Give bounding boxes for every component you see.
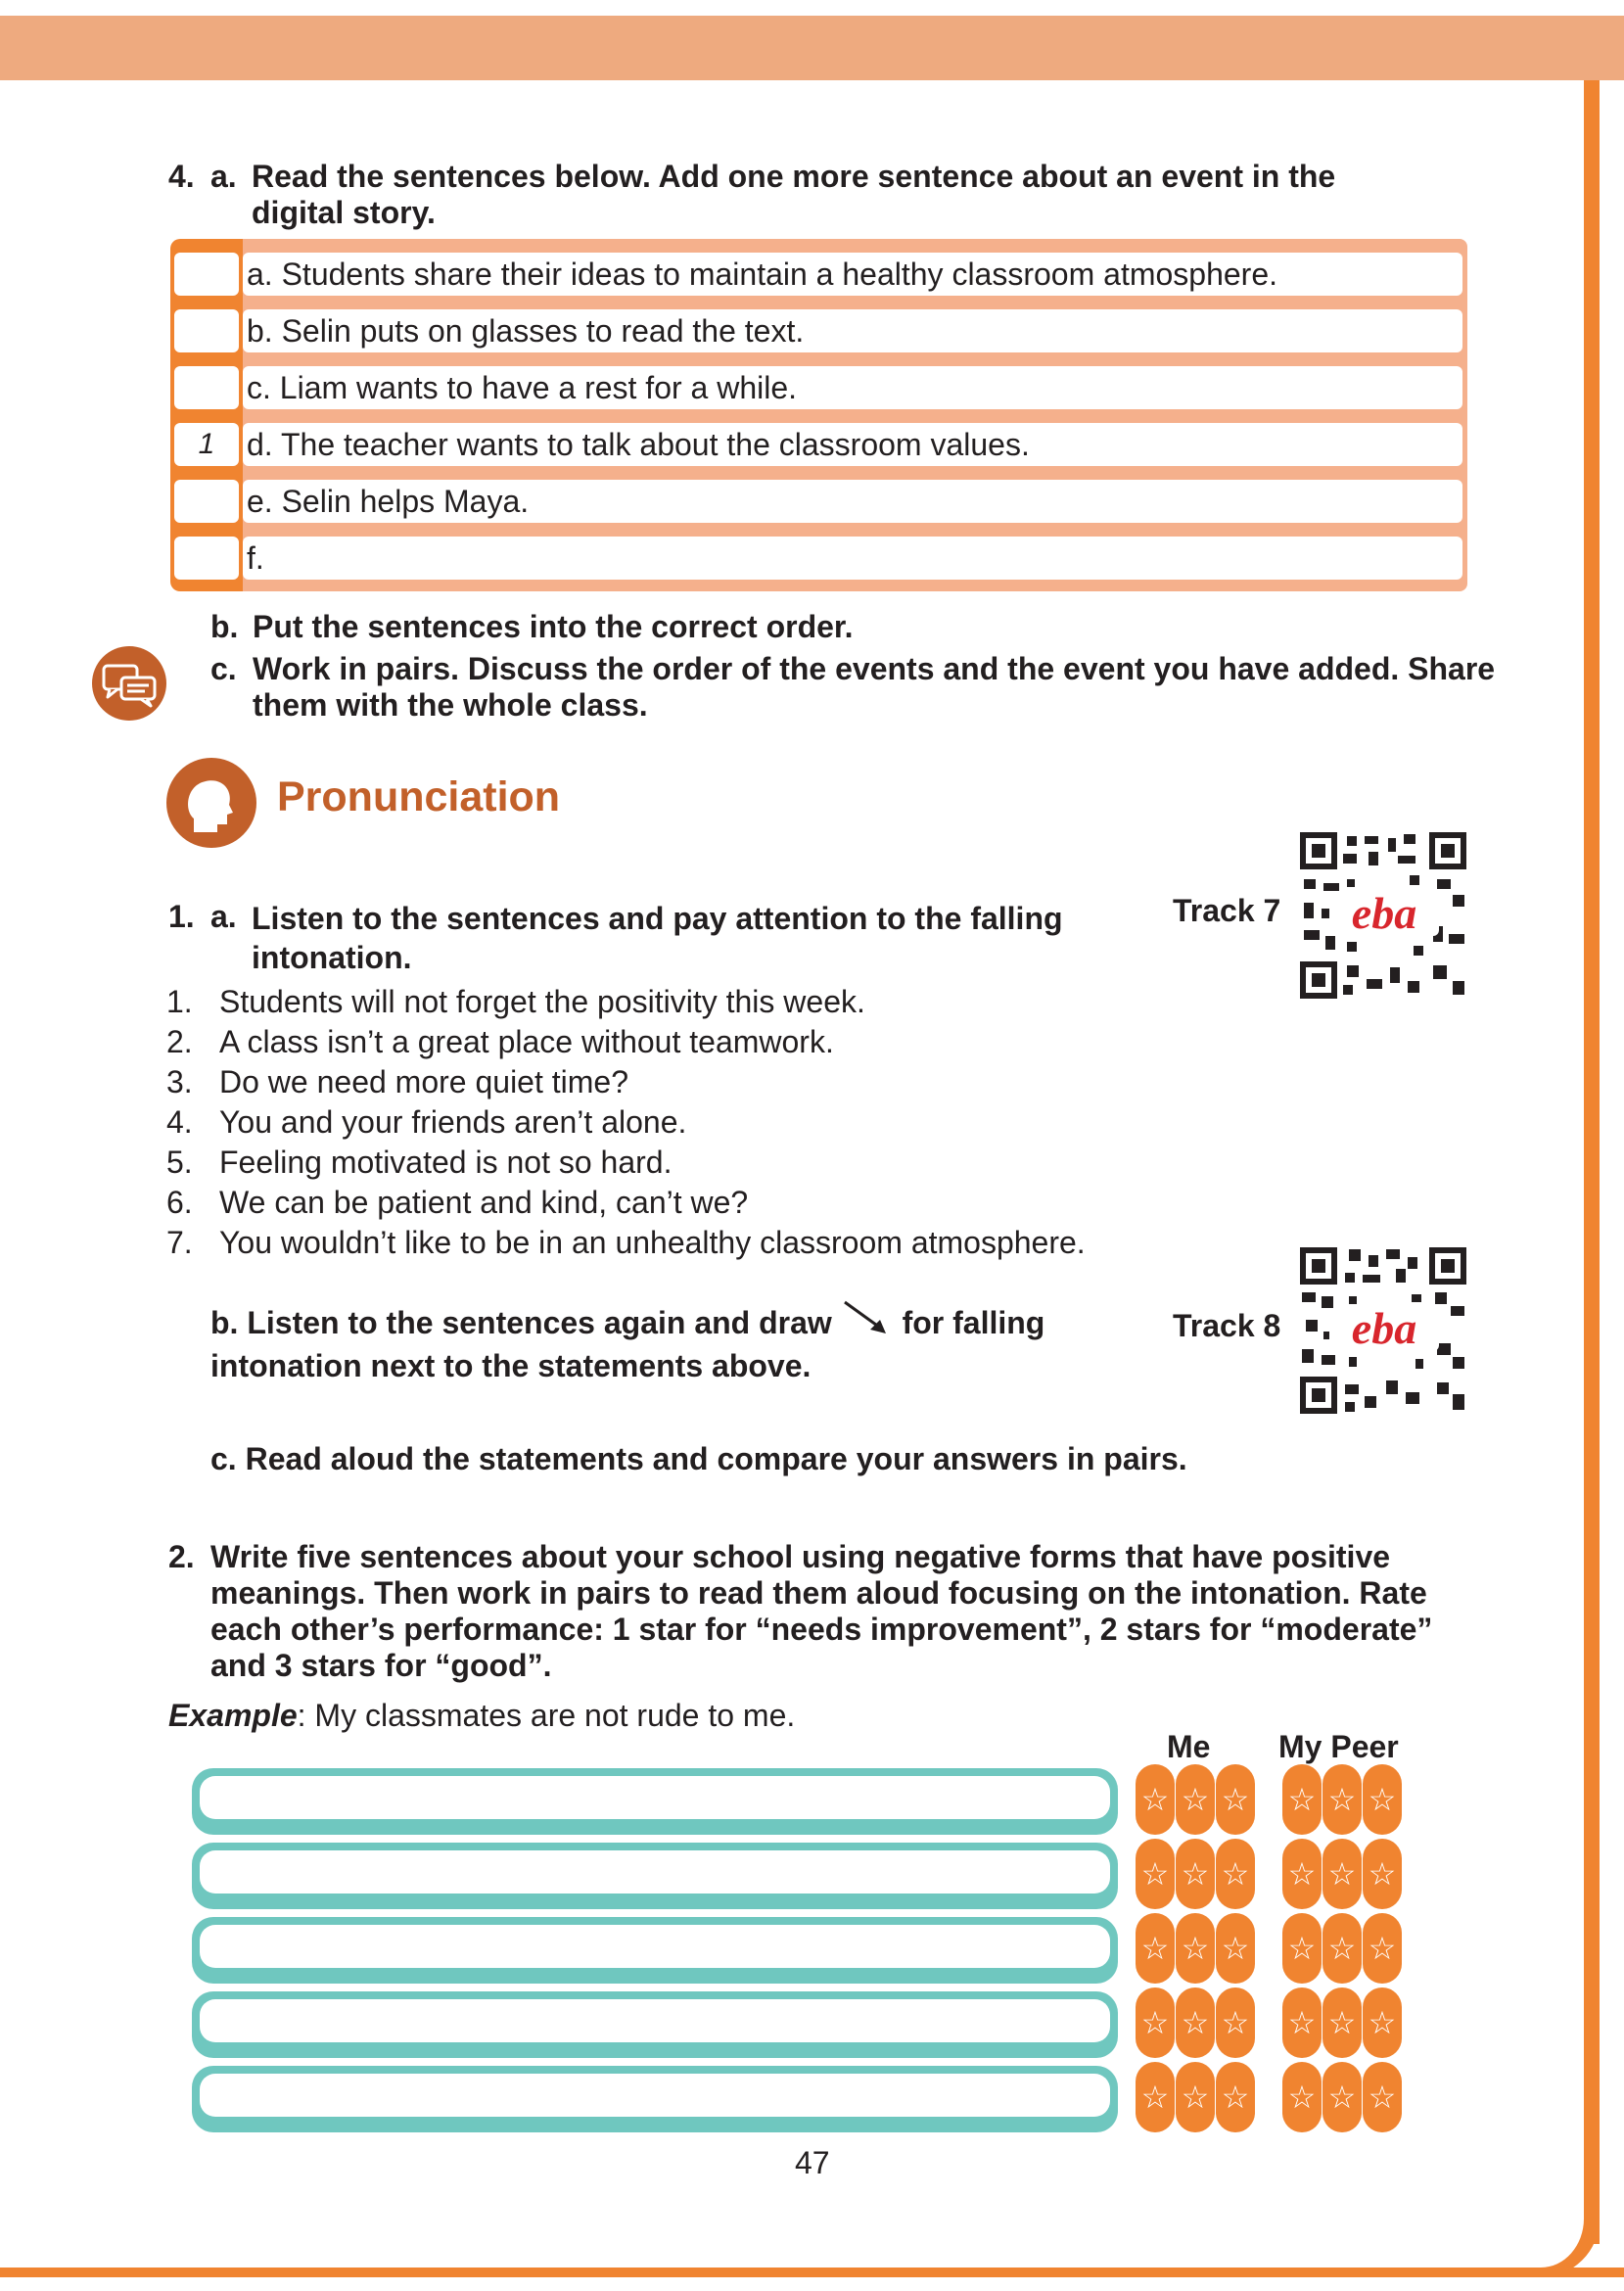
ex4-b [210,609,1483,648]
table-row [170,480,1467,523]
sentence-input-1[interactable] [192,1768,1118,1835]
section-title: Pronunciation [277,773,561,820]
star-icon[interactable]: ☆ [1327,1856,1357,1892]
sentence-text: e. Selin helps Maya. [243,480,1462,523]
pron-1b-text-end: for falling [902,1305,1045,1340]
order-number-field[interactable] [174,253,239,296]
star-icon[interactable]: ☆ [1140,1782,1170,1817]
ex4-b-text: Put the sentences into the correct order. [253,609,854,644]
pron-1a-text: Listen to the sentences and pay attention to the falling intonation. [252,901,1063,975]
bottom-border [0,2268,1624,2277]
ex2-text: Write five sentences about your school using negative forms that have positive meanings. Then work in pairs to read them aloud focusing on the intonation. Rate each other’s performance: 1 star for “needs improvement”, 2 stars for “moderate” and 3 stars for “good”. [210,1539,1433,1683]
qr-code-track-7[interactable] [1300,832,1466,999]
column-header-me: Me [1167,1729,1211,1764]
qr-code-track-8[interactable] [1300,1247,1466,1414]
order-number-field[interactable]: 1 [174,423,239,466]
ex4-b-letter: b. [210,609,239,644]
star-icon[interactable]: ☆ [1327,2080,1357,2115]
ex4-number: 4. [168,159,195,194]
page-number: 47 [795,2145,830,2180]
star-icon[interactable]: ☆ [1368,1856,1397,1892]
star-icon[interactable]: ☆ [1221,2005,1250,2040]
star-icon[interactable]: ☆ [1140,2005,1170,2040]
star-icon[interactable]: ☆ [1287,1856,1317,1892]
top-band [0,16,1624,80]
star-icon[interactable]: ☆ [1327,2005,1357,2040]
rating-peer-5[interactable] [1282,2062,1404,2132]
star-icon[interactable]: ☆ [1221,2080,1250,2115]
star-icon[interactable]: ☆ [1368,2080,1397,2115]
sentence-text: d. The teacher wants to talk about the classroom values. [243,423,1462,466]
star-icon[interactable]: ☆ [1221,1856,1250,1892]
table-row [170,309,1467,352]
star-icon[interactable]: ☆ [1368,2005,1397,2040]
sentence-input-5[interactable] [192,2066,1118,2132]
order-number-field[interactable] [174,366,239,409]
table-row [170,537,1467,580]
star-icon[interactable]: ☆ [1181,2005,1210,2040]
rating-me-2[interactable] [1136,1839,1257,1909]
star-icon[interactable]: ☆ [1140,1856,1170,1892]
pron-1c-text: c. Read aloud the statements and compare your answers in pairs. [210,1441,1187,1476]
star-icon[interactable]: ☆ [1181,1782,1210,1817]
pron-1b-line1 [210,1298,1091,1345]
star-icon[interactable]: ☆ [1181,1856,1210,1892]
rating-me-5[interactable] [1136,2062,1257,2132]
ex4-c [210,651,1496,729]
example-label: Example [168,1698,298,1733]
pron-1a-heading [168,899,1147,977]
ex2-heading [168,1539,1470,1696]
falling-arrow-icon [841,1298,894,1337]
ex4-heading [168,159,1470,237]
star-icon[interactable]: ☆ [1287,2080,1317,2115]
rating-me-1[interactable] [1136,1764,1257,1835]
order-number-field[interactable] [174,309,239,352]
qr-label: eba [1351,888,1417,938]
ex2-number: 2. [168,1539,195,1574]
star-icon[interactable]: ☆ [1368,1782,1397,1817]
right-border [1584,80,1600,2244]
rating-me-4[interactable] [1136,1987,1257,2058]
pron-1a-letter: a. [210,899,237,934]
sentence-text: b. Selin puts on glasses to read the text. [243,309,1462,352]
pron-1b-text-start: b. Listen to the sentences again and draw [210,1305,832,1340]
rating-peer-4[interactable] [1282,1987,1404,2058]
corner-border [1527,2183,1600,2277]
added-sentence-field[interactable]: f. [243,537,1462,580]
sentence-input-2[interactable] [192,1843,1118,1909]
sentence-text: a. Students share their ideas to maintain a healthy classroom atmosphere. [243,253,1462,296]
order-number-field[interactable] [174,537,239,580]
star-icon[interactable]: ☆ [1287,2005,1317,2040]
star-icon[interactable]: ☆ [1140,1931,1170,1966]
table-row [170,423,1467,466]
table-row [170,366,1467,409]
speaking-head-icon [164,756,258,850]
example-line [168,1698,795,1734]
star-icon[interactable]: ☆ [1287,1931,1317,1966]
track-7-label: Track 7 [1173,893,1281,928]
star-icon[interactable]: ☆ [1221,1782,1250,1817]
star-icon[interactable]: ☆ [1327,1782,1357,1817]
pron-1b-line2: intonation next to the statements above. [210,1348,812,1383]
order-number-field[interactable] [174,480,239,523]
sentence-input-3[interactable] [192,1917,1118,1984]
pron-1-number: 1. [168,899,195,934]
rating-peer-3[interactable] [1282,1913,1404,1984]
star-icon[interactable]: ☆ [1327,1931,1357,1966]
track-8-label: Track 8 [1173,1308,1281,1343]
sentence-input-4[interactable] [192,1991,1118,2058]
star-icon[interactable]: ☆ [1140,2080,1170,2115]
sentence-order-table [170,239,1467,591]
ex4-c-text: Work in pairs. Discuss the order of the events and the event you have added. Share them with the whole class. [253,651,1496,723]
pair-work-icon [90,644,168,723]
star-icon[interactable]: ☆ [1368,1931,1397,1966]
star-icon[interactable]: ☆ [1287,1782,1317,1817]
rating-peer-1[interactable] [1282,1764,1404,1835]
column-header-my-peer: My Peer [1278,1729,1399,1764]
rating-me-3[interactable] [1136,1913,1257,1984]
sentence-text: c. Liam wants to have a rest for a while. [243,366,1462,409]
star-icon[interactable]: ☆ [1181,1931,1210,1966]
ex4-c-letter: c. [210,651,237,686]
star-icon[interactable]: ☆ [1181,2080,1210,2115]
example-text: : My classmates are not rude to me. [297,1698,796,1733]
ex4-a-text: Read the sentences below. Add one more sentence about an event in the digital story. [252,159,1336,230]
ex4-a-letter: a. [210,159,237,194]
table-row [170,253,1467,296]
rating-peer-2[interactable] [1282,1839,1404,1909]
star-icon[interactable]: ☆ [1221,1931,1250,1966]
qr-label: eba [1351,1303,1417,1353]
